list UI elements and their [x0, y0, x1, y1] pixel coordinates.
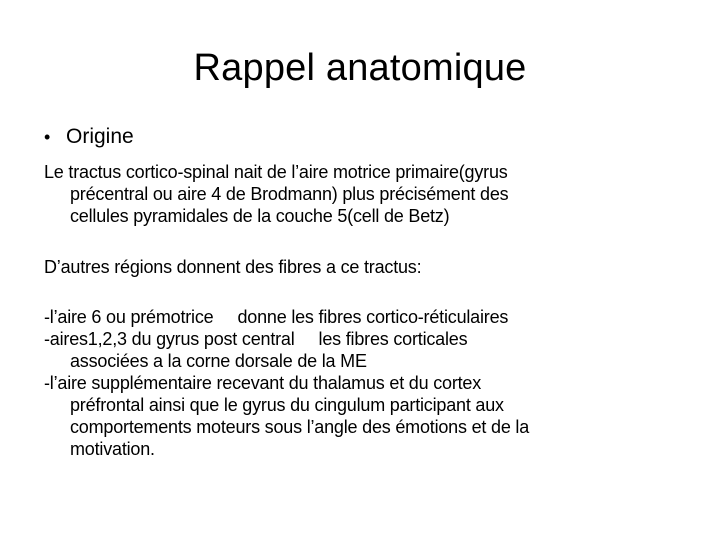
list-item-area6-region: -l’aire 6 ou prémotrice — [44, 307, 214, 327]
paragraph-other-regions-line1: D’autres régions donnent des fibres a ce tractus: — [44, 257, 422, 277]
bullet-origine — [44, 124, 134, 150]
paragraph-origin — [44, 161, 684, 227]
paragraph-other-regions — [44, 256, 684, 278]
paragraph-origin-line2: précentral ou aire 4 de Brodmann) plus précisément des — [70, 184, 509, 204]
list-item-areas123-region: -aires1,2,3 du gyrus post central — [44, 329, 295, 349]
paragraph-origin-line3: cellules pyramidales de la couche 5(cell de Betz) — [70, 206, 450, 226]
slide-title: Rappel anatomique — [193, 47, 527, 89]
list-item-supplementary-line4: motivation. — [70, 439, 155, 459]
regions-list — [44, 306, 684, 460]
list-item-areas123 — [44, 328, 684, 350]
paragraph-origin-line1: Le tractus cortico-spinal nait de l’aire motrice primaire(gyrus — [44, 162, 508, 182]
bullet-text: Origine — [66, 125, 134, 148]
list-item-supplementary-line3: comportements moteurs sous l’angle des émotions et de la — [70, 417, 530, 437]
list-item-areas123-fibres: les fibres corticales — [318, 329, 468, 349]
list-item-supplementary-line2: préfrontal ainsi que le gyrus du cingulum participant aux — [70, 395, 504, 415]
list-item-area6 — [44, 306, 684, 328]
list-item-area6-fibres: donne les fibres cortico-réticulaires — [237, 307, 509, 327]
list-item-supplementary-line1: -l’aire supplémentaire recevant du thalamus et du cortex — [44, 373, 482, 393]
list-item-areas123-cont: associées a la corne dorsale de la ME — [70, 351, 367, 371]
bullet-marker: • — [44, 127, 51, 147]
